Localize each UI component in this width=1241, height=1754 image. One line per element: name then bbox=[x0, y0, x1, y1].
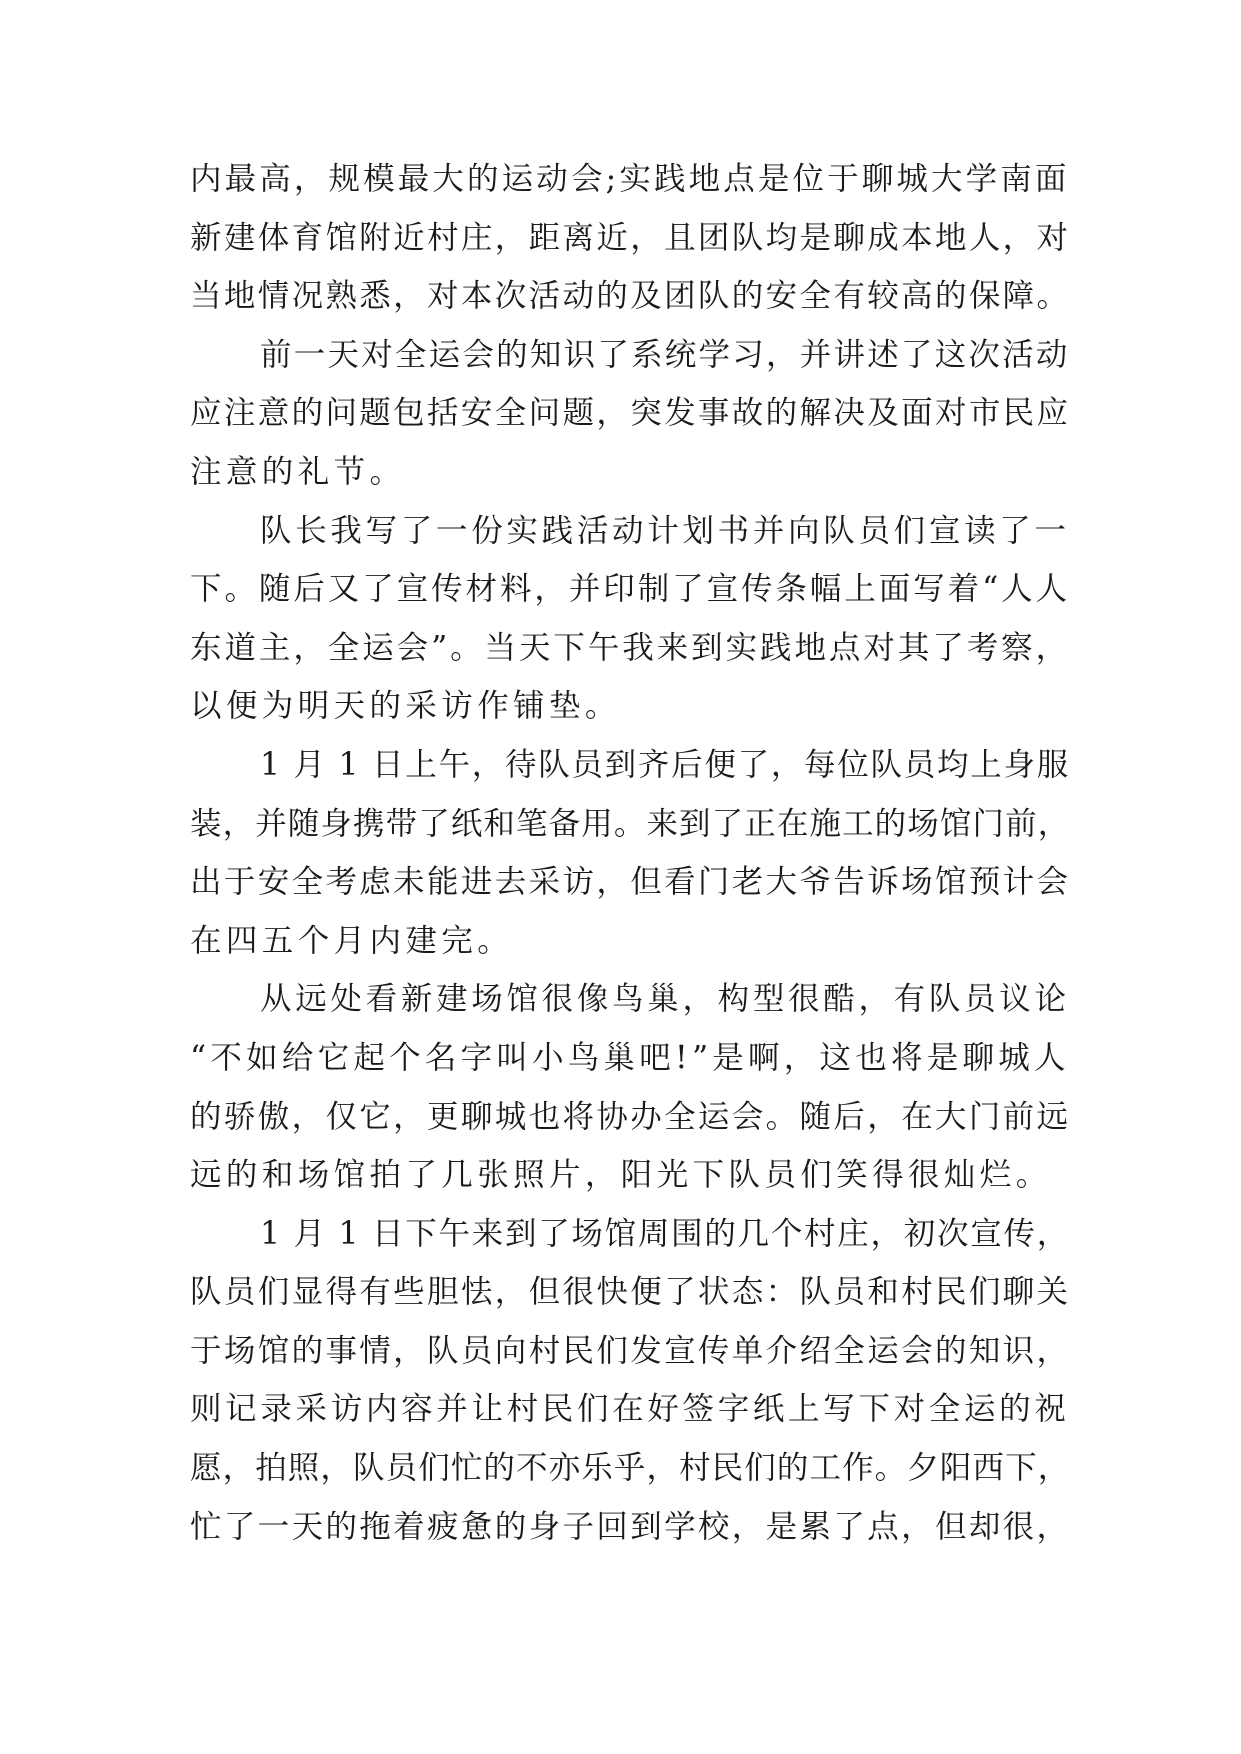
text-line: 忙了一天的拖着疲惫的身子回到学校，是累了点，但却很， bbox=[190, 1508, 1071, 1545]
document-body bbox=[190, 150, 1070, 1556]
text-line: 的骄傲，仅它，更聊城也将协办全运会。随后，在大门前远 bbox=[190, 1098, 1071, 1135]
text-line: 1 月 1 日下午来到了场馆周围的几个村庄，初次宣传， bbox=[260, 1215, 1070, 1252]
text-line: 东道主，全运会”。当天下午我来到实践地点对其了考察， bbox=[190, 629, 1071, 666]
text-line: 内最高，规模最大的运动会;实践地点是位于聊城大学南面 bbox=[190, 161, 1070, 197]
text-line: 应注意的问题包括安全问题，突发事故的解决及面对市民应 bbox=[190, 395, 1071, 432]
text-line: 从远处看新建场馆很像鸟巢，构型很酷，有队员议论 bbox=[260, 981, 1070, 1018]
text-line: 以便为明天的采访作铺垫。 bbox=[190, 688, 621, 725]
text-line: 装，并随身携带了纸和笔备用。来到了正在施工的场馆门前， bbox=[190, 805, 1071, 842]
text-line: 前一天对全运会的知识了系统学习，并讲述了这次活动 bbox=[260, 336, 1070, 373]
text-line: 于场馆的事情，队员向村民们发宣传单介绍全运会的知识， bbox=[190, 1332, 1071, 1369]
text-line: “不如给它起个名字叫小鸟巢吧!”是啊，这也将是聊城人 bbox=[190, 1039, 1070, 1076]
text-line: 则记录采访内容并让村民们在好签字纸上写下对全运的祝 bbox=[190, 1391, 1070, 1428]
text-line: 1 月 1 日上午，待队员到齐后便了，每位队员均上身服 bbox=[260, 746, 1070, 783]
text-line: 注意的礼节。 bbox=[190, 453, 406, 490]
text-line: 愿，拍照，队员们忙的不亦乐乎，村民们的工作。夕阳西下， bbox=[190, 1450, 1071, 1487]
text-line: 在四五个月内建完。 bbox=[190, 922, 514, 959]
text-line: 新建体育馆附近村庄，距离近，且团队均是聊成本地人，对 bbox=[190, 219, 1071, 256]
text-line: 队员们显得有些胆怯，但很快便了状态：队员和村民们聊关 bbox=[190, 1274, 1071, 1311]
text-line: 当地情况熟悉，对本次活动的及团队的安全有较高的保障。 bbox=[190, 278, 1071, 315]
text-line: 下。随后又了宣传材料，并印制了宣传条幅上面写着“人人 bbox=[190, 571, 1071, 608]
text-line: 远的和场馆拍了几张照片，阳光下队员们笑得很灿烂。 bbox=[190, 1157, 1052, 1194]
text-line: 队长我写了一份实践活动计划书并向队员们宣读了一 bbox=[260, 512, 1070, 549]
text-line: 出于安全考虑未能进去采访，但看门老大爷告诉场馆预计会 bbox=[190, 864, 1071, 901]
